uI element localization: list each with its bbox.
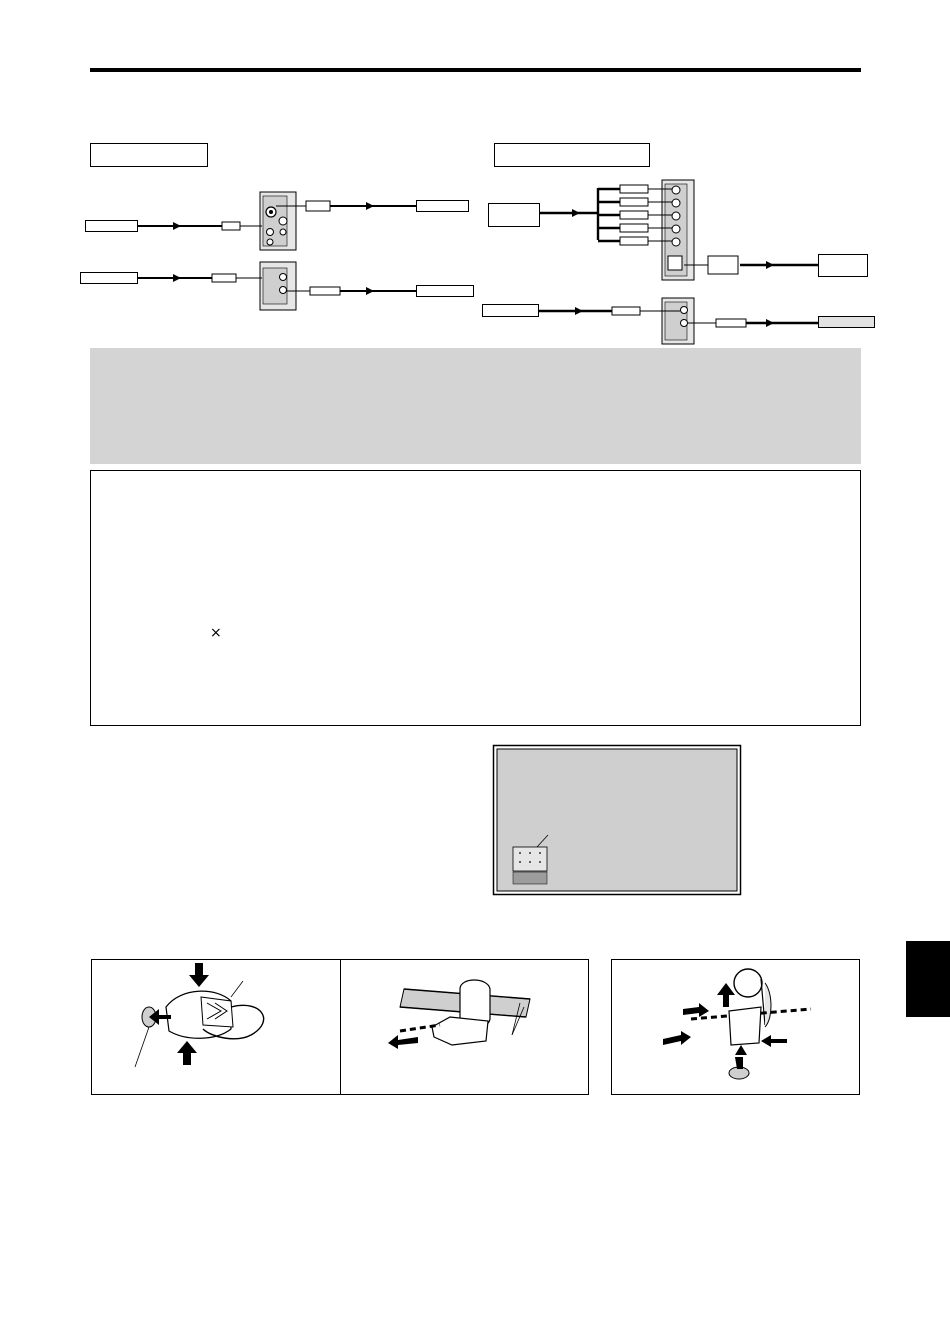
right-connection-diagram (0, 0, 950, 400)
monitor-rear-illustration (493, 745, 741, 895)
note-box (90, 470, 861, 726)
cable-clamp-icon (91, 959, 341, 1095)
cable-clamp-icon (340, 959, 589, 1095)
cable-clamp-icon (611, 959, 860, 1095)
multiplication-symbol: × (210, 625, 222, 641)
section-tab (906, 941, 950, 1017)
rear-panel-icon (662, 298, 694, 344)
info-band (90, 348, 861, 464)
